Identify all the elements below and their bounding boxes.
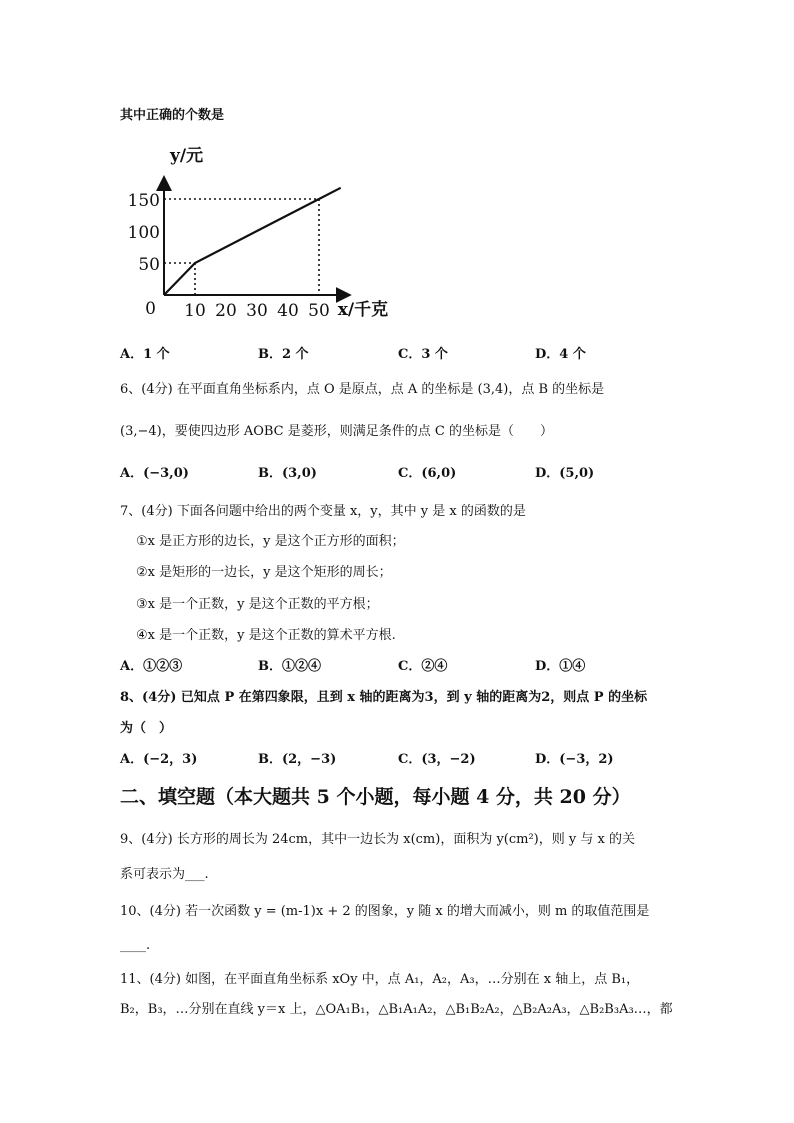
q7-stem: 7、(4分) 下面各问题中给出的两个变量 x，y，其中 y 是 x 的函数的是 xyxy=(120,504,526,519)
q11-stem-line2: B₂，B₃，…分别在直线 y＝x 上，△OA₁B₁，△B₁A₁A₂，△B₁B₂A₂，△B₂A₂A₃，△B₂B₃A₃…，都 xyxy=(120,1002,673,1017)
q7-option-a: A．①②③ xyxy=(120,659,183,674)
q6-option-d: D．(5,0) xyxy=(535,466,595,481)
q8-stem-line2: 为（ ） xyxy=(120,721,173,736)
y-tick-label-50: 50 xyxy=(138,255,160,275)
q5-option-b: B．2 个 xyxy=(258,347,309,362)
price-line xyxy=(164,188,341,295)
origin-label: 0 xyxy=(145,299,156,319)
q6-option-b: B．(3,0) xyxy=(258,466,317,481)
q8-option-c: C．(3，−2) xyxy=(398,752,476,767)
x-tick-label-20: 20 xyxy=(215,301,237,321)
x-tick-label-30: 30 xyxy=(246,301,268,321)
q6-stem-line1: 6、(4分) 在平面直角坐标系内，点 O 是原点，点 A 的坐标是 (3,4)，点 B 的坐标是 xyxy=(120,382,605,397)
q6-stem-line2: (3,−4)，要使四边形 AOBC 是菱形，则满足条件的点 C 的坐标是（ ） xyxy=(120,424,553,439)
q7-item-1: ①x 是正方形的边长，y 是这个正方形的面积； xyxy=(136,534,405,549)
q7-item-3: ③x 是一个正数，y 是这个正数的平方根； xyxy=(136,597,379,612)
q8-stem-line1: 8、(4分) 已知点 P 在第四象限，且到 x 轴的距离为3，到 y 轴的距离为2，则点 P 的坐标 xyxy=(120,690,648,705)
q6-option-c: C．(6,0) xyxy=(398,466,457,481)
q7-option-d: D．①④ xyxy=(535,659,586,674)
x-tick-label-50: 50 xyxy=(308,301,330,321)
q7-option-b: B．①②④ xyxy=(258,659,321,674)
q11-stem-line1: 11、(4分) 如图，在平面直角坐标系 xOy 中，点 A₁，A₂，A₃，…分别在 x 轴上，点 B₁， xyxy=(120,972,640,987)
q5-option-d: D．4 个 xyxy=(535,347,586,362)
q9-stem-line1: 9、(4分) 长方形的周长为 24cm，其中一边长为 x(cm)，面积为 y(cm²)，则 y 与 x 的关 xyxy=(120,832,635,847)
q10-stem-line2: ____. xyxy=(120,938,151,953)
q6-option-a: A．(−3,0) xyxy=(120,466,189,481)
q10-stem-line1: 10、(4分) 若一次函数 y = (m-1)x + 2 的图象，y 随 x 的增大而减小，则 m 的取值范围是 xyxy=(120,904,650,919)
x-axis-label: x/千克 xyxy=(337,300,389,320)
y-tick-label-150: 150 xyxy=(127,191,160,211)
x-tick-label-40: 40 xyxy=(277,301,299,321)
x-tick-label-10: 10 xyxy=(184,301,206,321)
q9-stem-line2: 系可表示为___. xyxy=(120,867,209,882)
q7-item-4: ④x 是一个正数，y 是这个正数的算术平方根. xyxy=(136,628,396,643)
q8-option-d: D．(−3，2) xyxy=(535,752,614,767)
q7-item-2: ②x 是矩形的一边长，y 是这个矩形的周长； xyxy=(136,565,392,580)
section-fill-in-title: 二、填空题（本大题共 5 个小题，每小题 4 分，共 20 分） xyxy=(120,786,631,808)
q8-option-b: B．(2，−3) xyxy=(258,752,337,767)
intro-text: 其中正确的个数是 xyxy=(120,108,225,123)
q8-option-a: A．(−2，3) xyxy=(120,752,198,767)
y-axis-label: y/元 xyxy=(170,146,204,166)
q5-option-c: C．3 个 xyxy=(398,347,448,362)
price-chart xyxy=(118,138,418,338)
q7-option-c: C．②④ xyxy=(398,659,448,674)
y-tick-label-100: 100 xyxy=(127,223,160,243)
q5-option-a: A．1 个 xyxy=(120,347,170,362)
